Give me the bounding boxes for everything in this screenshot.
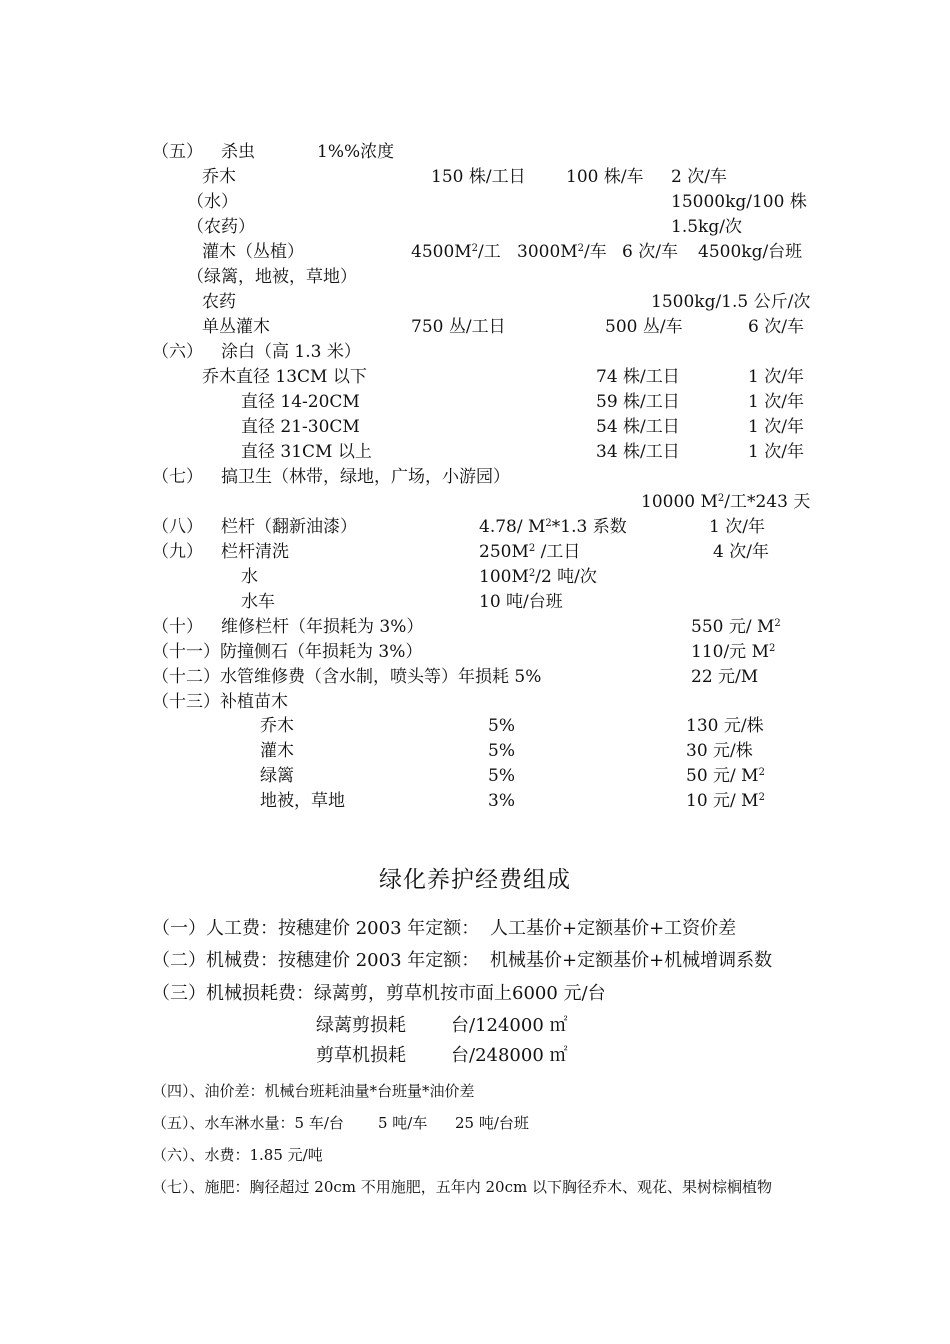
text-cell: （三）机械损耗费：绿蓠剪，剪草机按市面上6000 元/台 — [152, 983, 606, 1004]
text-cell: 59 株/工日 — [596, 392, 680, 412]
cost-item-row — [0, 1041, 950, 1071]
quota-row — [0, 739, 950, 764]
text-cell: 4500kg/台班 — [698, 242, 803, 262]
text-cell: 直径 31CM 以上 — [241, 442, 372, 462]
quota-row — [0, 615, 950, 640]
note-row — [0, 1175, 950, 1199]
quota-row — [0, 565, 950, 590]
text-cell: 4.78/ $M^2*1.3$ 系数 — [479, 517, 627, 537]
text-cell: （六） — [152, 342, 203, 362]
text-cell: 涂白（高 1.3 米） — [221, 342, 361, 362]
text-cell: （十二）水管维修费（含水制，喷头等）年损耗 5% — [152, 667, 542, 687]
text-cell: 水 — [241, 567, 258, 587]
text-cell: 1%%浓度 — [317, 142, 395, 162]
text-cell: 直径 21-30CM — [241, 417, 360, 437]
text-cell: 1 次/年 — [748, 367, 804, 387]
cost-item-row — [0, 1011, 950, 1041]
text-cell: 剪草机损耗 — [316, 1045, 406, 1066]
text-cell: $250M^2$ /工日 — [479, 542, 581, 562]
quota-row — [0, 665, 950, 690]
text-cell: 农药 — [202, 292, 236, 312]
text-cell: 1 次/年 — [748, 392, 804, 412]
text-cell: 绿篱 — [260, 766, 294, 786]
quota-row — [0, 265, 950, 290]
text-cell: 单丛灌木 — [202, 317, 270, 337]
text-cell: 54 株/工日 — [596, 417, 680, 437]
text-cell: $3000M^2/$车 — [517, 242, 607, 262]
text-cell: 10 吨/台班 — [479, 592, 563, 612]
text-cell: （六）、水费：1.85 元/吨 — [152, 1146, 323, 1164]
quota-row — [0, 365, 950, 390]
text-cell: 台/248000 ㎡ — [451, 1045, 568, 1066]
quota-row — [0, 415, 950, 440]
text-cell: 5% — [488, 716, 515, 736]
quota-row — [0, 315, 950, 340]
quota-row — [0, 190, 950, 215]
text-cell: 1 次/年 — [748, 417, 804, 437]
text-cell: 110/元 $M^2$ — [691, 642, 776, 662]
text-cell: 乔木 — [260, 716, 294, 736]
quota-row — [0, 690, 950, 715]
text-cell: （十） — [152, 617, 203, 637]
text-cell: 100 株/车 — [566, 167, 644, 187]
text-cell: （九） — [152, 542, 203, 562]
quota-row — [0, 465, 950, 490]
text-cell: 10000 $M^2/$工*243 天 — [641, 492, 811, 512]
text-cell: 750 丛/工日 — [411, 317, 506, 337]
quota-row — [0, 240, 950, 265]
text-cell: 维修栏杆（年损耗为 3%） — [221, 617, 424, 637]
text-cell: 搞卫生（林带，绿地，广场，小游园） — [221, 467, 510, 487]
note-row — [0, 1143, 950, 1167]
text-cell: 30 元/株 — [686, 741, 753, 761]
text-cell: 5% — [488, 766, 515, 786]
text-cell: 人工基价+定额基价+工资价差 — [490, 918, 737, 939]
text-cell: （五）、水车淋水量：5 车/台 — [152, 1114, 344, 1132]
cost-item-row — [0, 946, 950, 976]
text-cell: 台/124000 ㎡ — [451, 1015, 568, 1036]
text-cell: （二）机械费：按穗建价 2003 年定额： — [152, 950, 480, 971]
quota-row — [0, 290, 950, 315]
quota-row — [0, 540, 950, 565]
text-cell: 25 吨/台班 — [455, 1114, 529, 1132]
text-cell: 15000kg/100 株 — [671, 192, 807, 212]
text-cell: 22 元/M — [691, 667, 759, 687]
text-cell: 4 次/年 — [713, 542, 769, 562]
quota-row — [0, 590, 950, 615]
quota-row — [0, 440, 950, 465]
text-cell: （七） — [152, 467, 203, 487]
quota-row — [0, 640, 950, 665]
quota-row — [0, 165, 950, 190]
text-cell: （四）、油价差：机械台班耗油量*台班量*油价差 — [152, 1082, 475, 1100]
text-cell: 1 次/年 — [748, 442, 804, 462]
text-cell: （五） — [152, 142, 203, 162]
cost-item-row — [0, 979, 950, 1009]
text-cell: （十三）补植苗木 — [152, 692, 288, 712]
text-cell: （一）人工费：按穗建价 2003 年定额： — [152, 918, 480, 939]
text-cell: 5 吨/车 — [378, 1114, 428, 1132]
text-cell: 绿蓠剪损耗 — [316, 1015, 406, 1036]
text-cell: 5% — [488, 741, 515, 761]
text-cell: （农药） — [187, 217, 255, 237]
text-cell: （七）、施肥：胸径超过 20cm 不用施肥，五年内 20cm 以下胸径乔木、观花、果树棕榈植物 — [152, 1178, 772, 1196]
text-cell: 3% — [488, 791, 515, 811]
text-cell: 乔木 — [202, 167, 236, 187]
text-cell: 灌木 — [260, 741, 294, 761]
text-cell: 杀虫 — [221, 142, 255, 162]
quota-row — [0, 714, 950, 739]
quota-row — [0, 764, 950, 789]
text-cell: $100M^2/2$ 吨/次 — [479, 567, 597, 587]
text-cell: 74 株/工日 — [596, 367, 680, 387]
quota-row — [0, 515, 950, 540]
text-cell: （十一）防撞侧石（年损耗为 3%） — [152, 642, 423, 662]
text-cell: （八） — [152, 517, 203, 537]
text-cell: 地被，草地 — [260, 791, 345, 811]
text-cell: 2 次/车 — [671, 167, 727, 187]
text-cell: 550 元/ $M^2$ — [691, 617, 781, 637]
quota-row — [0, 789, 950, 814]
text-cell: 栏杆清洗 — [221, 542, 289, 562]
text-cell: 1 次/年 — [709, 517, 765, 537]
text-cell: 6 次/车 — [622, 242, 678, 262]
text-cell: 灌木（丛植） — [202, 242, 304, 262]
text-cell: 1500kg/1.5 公斤/次 — [651, 292, 811, 312]
note-row — [0, 1079, 950, 1103]
text-cell: （水） — [187, 192, 238, 212]
text-cell: $4500M^2/$工 — [411, 242, 501, 262]
text-cell: 50 元/ $M^2$ — [686, 766, 765, 786]
text-cell: 150 株/工日 — [431, 167, 526, 187]
text-cell: 水车 — [241, 592, 275, 612]
text-cell: 34 株/工日 — [596, 442, 680, 462]
quota-row — [0, 140, 950, 165]
quota-row — [0, 215, 950, 240]
text-cell: 栏杆（翻新油漆） — [221, 517, 357, 537]
text-cell: 500 丛/车 — [605, 317, 683, 337]
text-cell: （绿篱，地被，草地） — [187, 267, 357, 287]
quota-row — [0, 390, 950, 415]
quota-row — [0, 340, 950, 365]
text-cell: 直径 14-20CM — [241, 392, 360, 412]
text-cell: 130 元/株 — [686, 716, 764, 736]
cost-item-row — [0, 914, 950, 944]
text-cell: 1.5kg/次 — [671, 217, 742, 237]
text-cell: 乔木直径 13CM 以下 — [202, 367, 367, 387]
quota-row — [0, 490, 950, 515]
text-cell: 10 元/ $M^2$ — [686, 791, 765, 811]
note-row — [0, 1111, 950, 1135]
text-cell: 机械基价+定额基价+机械增调系数 — [490, 950, 773, 971]
text-cell: 6 次/车 — [748, 317, 804, 337]
section-title: 绿化养护经费组成 — [379, 867, 571, 893]
